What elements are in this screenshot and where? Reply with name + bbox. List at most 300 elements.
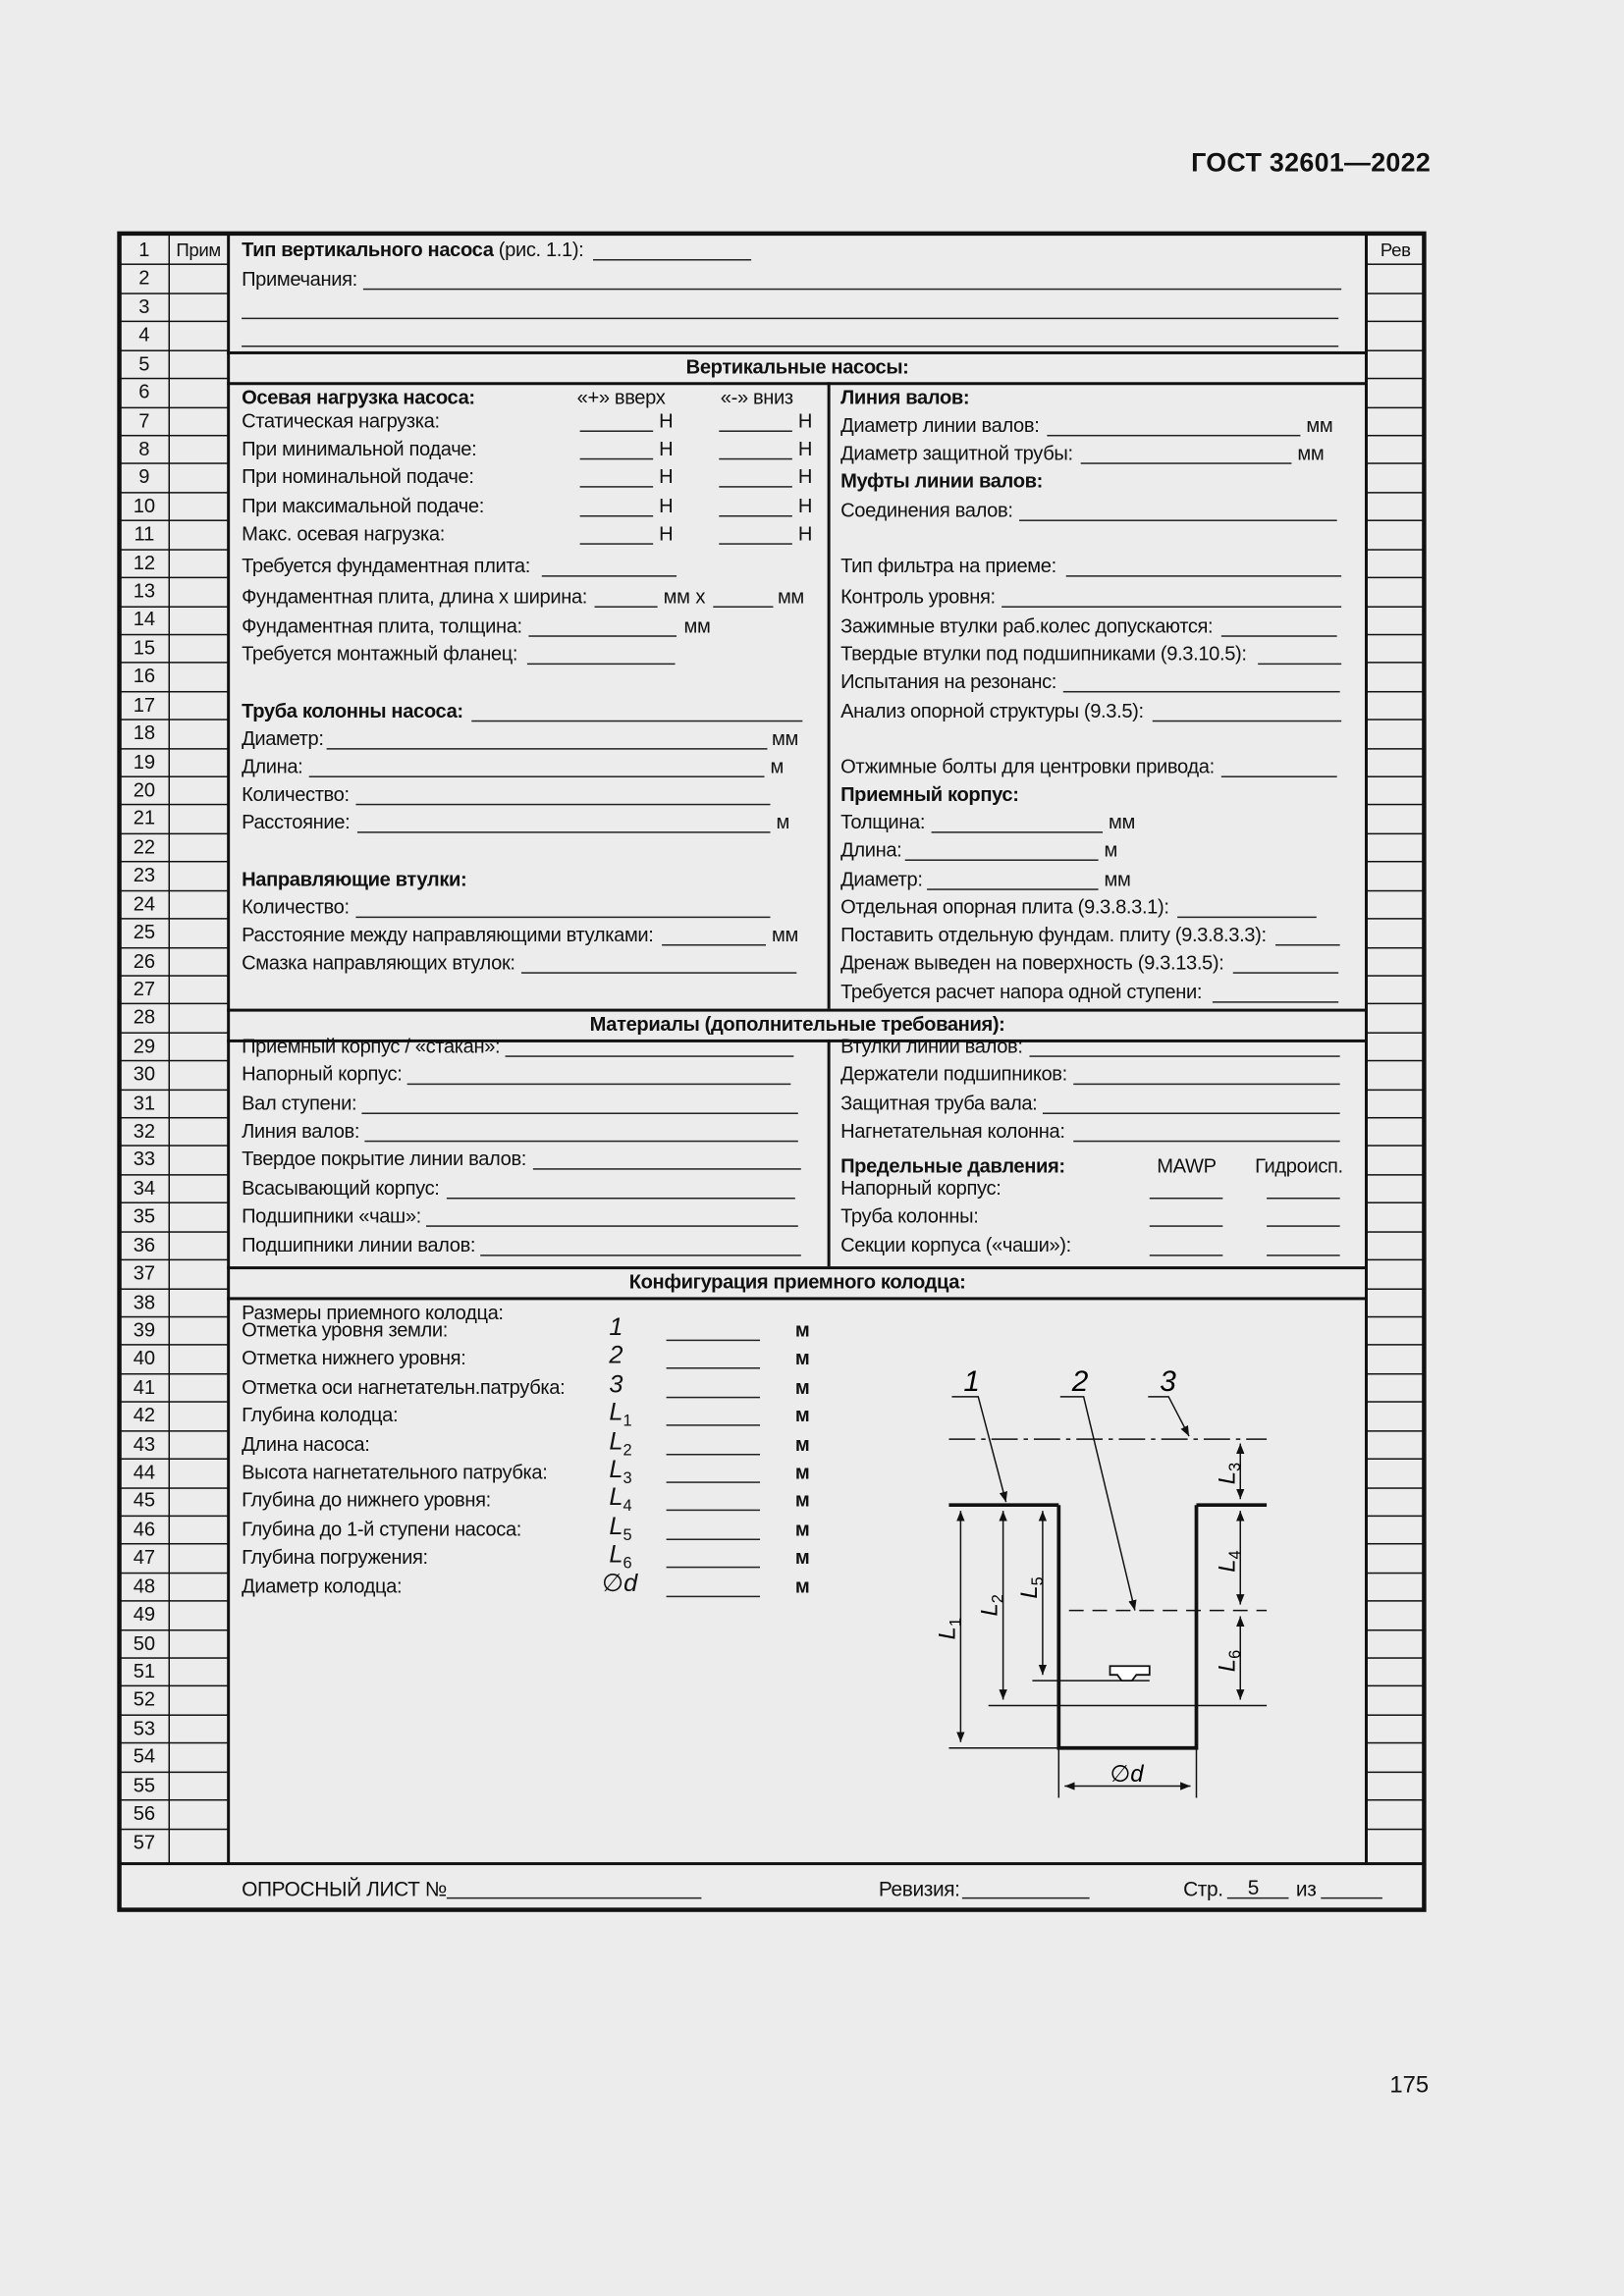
clamp-sleeves-label: Зажимные втулки раб.колес допускаются: bbox=[840, 614, 1214, 637]
l3-label: $L_3$ bbox=[1214, 1462, 1245, 1485]
symbol-main: L bbox=[609, 1483, 623, 1512]
sump-param-symbol bbox=[609, 1313, 623, 1343]
sump-walls bbox=[1058, 1505, 1196, 1748]
unit-mm: мм bbox=[771, 727, 798, 750]
sump-value-field[interactable] bbox=[667, 1567, 760, 1568]
divider bbox=[120, 577, 228, 578]
divider bbox=[1367, 1316, 1424, 1317]
divider bbox=[1367, 1714, 1424, 1715]
shaft-connections-field[interactable] bbox=[1019, 519, 1337, 520]
divider bbox=[120, 946, 228, 947]
axial-up-field[interactable] bbox=[580, 515, 654, 516]
divider bbox=[120, 1657, 228, 1658]
unit-m: м bbox=[794, 1461, 810, 1483]
divider bbox=[1367, 1487, 1424, 1488]
divider bbox=[120, 606, 228, 607]
guide-lube-field[interactable] bbox=[521, 972, 796, 973]
divider bbox=[120, 690, 228, 691]
axial-down-header: «-» вниз bbox=[720, 386, 793, 409]
row-number: 20 bbox=[133, 778, 156, 801]
sump-param-label: Глубина погружения: bbox=[242, 1546, 428, 1569]
material-label: Вал ступени: bbox=[242, 1092, 357, 1114]
row-number: 29 bbox=[133, 1035, 156, 1057]
sump-value-field[interactable] bbox=[667, 1424, 760, 1425]
guide-distance-field[interactable] bbox=[662, 944, 766, 945]
resonance-label: Испытания на резонанс: bbox=[840, 670, 1057, 693]
unit-m: м bbox=[794, 1347, 810, 1370]
divider bbox=[120, 1862, 1425, 1865]
material-label: Защитная труба вала: bbox=[840, 1092, 1038, 1114]
symbol-subscript: 6 bbox=[623, 1555, 632, 1574]
divider bbox=[120, 1459, 228, 1460]
foundation-required-label: Требуется фундаментная плита: bbox=[242, 555, 530, 577]
divider bbox=[1367, 549, 1424, 550]
symbol-main: L bbox=[609, 1540, 623, 1569]
unit-m: м bbox=[776, 811, 789, 833]
row-number: 28 bbox=[133, 1006, 156, 1029]
notes-label: Примечания: bbox=[242, 267, 357, 291]
notes-field-line-3[interactable] bbox=[242, 346, 1338, 347]
guide-quantity-field[interactable] bbox=[355, 917, 770, 918]
inlet-filter-label: Тип фильтра на приеме: bbox=[840, 555, 1056, 577]
jack-bolts-label: Отжимные болты для центровки привода: bbox=[840, 755, 1215, 777]
divider bbox=[1367, 663, 1424, 664]
sump-param-symbol bbox=[609, 1342, 623, 1371]
column-quantity-field[interactable] bbox=[355, 804, 770, 805]
sump-value-field[interactable] bbox=[667, 1397, 760, 1398]
material-label: Приемный корпус / «стакан»: bbox=[242, 1035, 501, 1057]
dimension-lines bbox=[960, 1444, 1240, 1798]
divider bbox=[120, 349, 228, 350]
divider bbox=[120, 293, 228, 294]
symbol-subscript: 2 bbox=[623, 1441, 632, 1460]
divider bbox=[1367, 1543, 1424, 1544]
divider bbox=[1367, 577, 1424, 578]
material-label: Линия валов: bbox=[242, 1119, 360, 1143]
column-distance-label: Расстояние: bbox=[242, 811, 351, 833]
guide-quantity-label: Количество: bbox=[242, 895, 350, 919]
mawp-header: MAWP bbox=[1157, 1154, 1217, 1178]
divider bbox=[1367, 1742, 1424, 1743]
suction-diameter-field[interactable] bbox=[927, 888, 1098, 889]
divider bbox=[1367, 435, 1424, 436]
row-number: 46 bbox=[133, 1518, 156, 1540]
row-number: 21 bbox=[133, 807, 156, 829]
pressure-label: Напорный корпус: bbox=[840, 1176, 1001, 1200]
unit-m: м bbox=[794, 1546, 810, 1569]
sump-value-field[interactable] bbox=[667, 1453, 760, 1454]
row-number: 14 bbox=[133, 608, 156, 630]
divider bbox=[120, 918, 228, 919]
column-length-label: Длина: bbox=[242, 755, 303, 777]
column-length-field[interactable] bbox=[309, 775, 765, 776]
column-diameter-label: Диаметр: bbox=[242, 727, 324, 750]
unit-n: Н bbox=[797, 522, 812, 546]
material-label: Подшипники «чаш»: bbox=[242, 1204, 421, 1228]
divider bbox=[120, 1430, 228, 1431]
divider bbox=[1367, 1685, 1424, 1686]
row-number: 42 bbox=[133, 1404, 156, 1426]
material-field[interactable] bbox=[1043, 1112, 1340, 1113]
axial-down-field[interactable] bbox=[719, 515, 792, 516]
row-number: 18 bbox=[133, 721, 156, 744]
divider bbox=[1367, 946, 1424, 947]
unit-n: Н bbox=[797, 437, 812, 460]
row-number: 50 bbox=[133, 1631, 156, 1654]
divider bbox=[120, 463, 228, 464]
row-number: 47 bbox=[133, 1546, 156, 1569]
drain-field[interactable] bbox=[1233, 972, 1338, 973]
divider bbox=[1367, 264, 1424, 265]
sump-diagram bbox=[908, 1347, 1347, 1815]
divider bbox=[1367, 606, 1424, 607]
unit-n: Н bbox=[659, 522, 674, 546]
callout-1: 1 bbox=[963, 1364, 980, 1398]
row-number: 32 bbox=[133, 1119, 156, 1143]
row-number: 24 bbox=[133, 892, 156, 915]
suction-thickness-field[interactable] bbox=[932, 831, 1103, 832]
drain-label: Дренаж выведен на поверхность (9.3.13.5): bbox=[840, 951, 1224, 974]
foundation-width-field[interactable] bbox=[713, 606, 773, 607]
material-field[interactable] bbox=[364, 1141, 797, 1142]
divider bbox=[1367, 775, 1424, 776]
divider bbox=[1367, 1402, 1424, 1403]
row-number: 38 bbox=[133, 1290, 156, 1313]
divider bbox=[120, 406, 228, 407]
divider bbox=[120, 264, 228, 265]
material-label: Нагнетательная колонна: bbox=[840, 1119, 1065, 1143]
divider bbox=[120, 1600, 228, 1601]
hydro-field[interactable] bbox=[1267, 1226, 1340, 1227]
row-number: 25 bbox=[133, 921, 156, 943]
symbol-main: ∅d bbox=[601, 1569, 638, 1597]
unit-m: м bbox=[794, 1489, 810, 1512]
divider bbox=[120, 1515, 228, 1516]
sump-param-label: Отметка уровня земли: bbox=[242, 1318, 448, 1342]
unit-mm: мм bbox=[1306, 414, 1333, 437]
unit-m: м bbox=[794, 1375, 810, 1399]
guide-lube-label: Смазка направляющих втулок: bbox=[242, 951, 515, 974]
sump-value-field[interactable] bbox=[667, 1595, 760, 1596]
couplings-title: Муфты линии валов: bbox=[840, 469, 1043, 493]
symbol-subscript: 3 bbox=[623, 1469, 632, 1488]
pressure-label: Секции корпуса («чаши»): bbox=[840, 1233, 1071, 1256]
axial-row-label: При номинальной подаче: bbox=[242, 465, 474, 489]
divider bbox=[1367, 690, 1424, 691]
unit-m: м bbox=[794, 1432, 810, 1455]
material-field[interactable] bbox=[533, 1169, 801, 1170]
symbol-main: 1 bbox=[609, 1312, 623, 1342]
row-number: 2 bbox=[138, 267, 150, 290]
row-number: 11 bbox=[134, 522, 155, 546]
guide-distance-label: Расстояние между направляющими втулками: bbox=[242, 924, 654, 946]
sump-value-field[interactable] bbox=[667, 1340, 760, 1341]
divider bbox=[120, 1231, 228, 1232]
symbol-main: L bbox=[609, 1455, 623, 1483]
divider bbox=[1367, 520, 1424, 521]
row-number: 43 bbox=[133, 1432, 156, 1455]
pressure-label: Труба колонны: bbox=[840, 1204, 979, 1228]
divider bbox=[1367, 1032, 1424, 1033]
divider bbox=[120, 1003, 228, 1004]
unit-mm: мм bbox=[771, 924, 798, 946]
divider bbox=[120, 378, 228, 379]
row-number: 8 bbox=[138, 437, 150, 460]
divider bbox=[1367, 832, 1424, 833]
page-label: Стр. bbox=[1183, 1877, 1223, 1900]
sump-value-field[interactable] bbox=[667, 1368, 760, 1369]
row-number: 4 bbox=[138, 323, 150, 347]
inlet-filter-field[interactable] bbox=[1066, 575, 1341, 576]
divider bbox=[1367, 293, 1424, 294]
divider bbox=[828, 382, 831, 1008]
callout-3: 3 bbox=[1160, 1364, 1176, 1398]
symbol-main: 3 bbox=[609, 1369, 623, 1399]
axial-up-field[interactable] bbox=[580, 544, 654, 545]
divider bbox=[1367, 1828, 1424, 1829]
axial-row-label: При минимальной подаче: bbox=[242, 437, 477, 460]
divider bbox=[120, 1345, 228, 1346]
divider bbox=[120, 804, 228, 805]
material-field[interactable] bbox=[506, 1055, 794, 1056]
notes-field-line-1[interactable] bbox=[363, 289, 1341, 290]
divider bbox=[120, 1799, 228, 1800]
row-number: 31 bbox=[133, 1092, 156, 1114]
divider bbox=[1367, 1231, 1424, 1232]
unit-n: Н bbox=[797, 408, 812, 432]
row-number: 15 bbox=[133, 636, 156, 659]
hard-bushings-field[interactable] bbox=[1258, 664, 1341, 665]
axial-row-label: Статическая нагрузка: bbox=[242, 408, 440, 432]
divider bbox=[1367, 804, 1424, 805]
divider bbox=[120, 775, 228, 776]
sump-param-label: Глубина колодца: bbox=[242, 1404, 399, 1426]
clamp-sleeves-field[interactable] bbox=[1221, 635, 1337, 636]
divider bbox=[120, 719, 228, 720]
separate-foundation-field[interactable] bbox=[1275, 944, 1340, 945]
shaft-diameter-field[interactable] bbox=[1047, 435, 1300, 436]
axial-row-label: При максимальной подаче: bbox=[242, 494, 484, 517]
divider bbox=[120, 1572, 228, 1573]
divider bbox=[1367, 1117, 1424, 1118]
row-number: 27 bbox=[133, 978, 156, 1000]
divider bbox=[1367, 634, 1424, 635]
divider bbox=[1367, 1600, 1424, 1601]
material-field[interactable] bbox=[361, 1112, 797, 1113]
divider bbox=[1367, 1146, 1424, 1147]
suction-diameter-label: Диаметр: bbox=[840, 868, 923, 890]
axial-down-field[interactable] bbox=[719, 430, 792, 431]
divider bbox=[120, 1685, 228, 1686]
pump-type-line bbox=[242, 238, 583, 264]
unit-m: м bbox=[794, 1518, 810, 1540]
row-number: 54 bbox=[133, 1745, 156, 1768]
divider bbox=[120, 1828, 228, 1829]
material-field[interactable] bbox=[447, 1198, 795, 1199]
page-number: 175 bbox=[1389, 2072, 1430, 2099]
axial-up-field[interactable] bbox=[580, 487, 654, 488]
sump-param-label: Отметка нижнего уровня: bbox=[242, 1347, 466, 1370]
unit-m: м bbox=[770, 755, 784, 777]
symbol-subscript: 4 bbox=[623, 1498, 632, 1517]
sump-value-field[interactable] bbox=[667, 1510, 760, 1511]
single-stage-label: Требуется расчет напора одной ступени: bbox=[840, 981, 1203, 1003]
foundation-thickness-field[interactable] bbox=[528, 635, 677, 636]
divider bbox=[120, 1316, 228, 1317]
unit-m: м bbox=[794, 1404, 810, 1426]
notes-field-line-2[interactable] bbox=[242, 318, 1338, 319]
divider bbox=[120, 1032, 228, 1033]
row-number: 35 bbox=[133, 1204, 156, 1228]
row-number: 6 bbox=[138, 380, 150, 403]
divider bbox=[120, 1117, 228, 1118]
l5-label: $L_5$ bbox=[1015, 1576, 1047, 1599]
diameter-label: ∅d bbox=[1110, 1761, 1144, 1789]
material-field[interactable] bbox=[426, 1226, 798, 1227]
mount-flange-field[interactable] bbox=[527, 664, 676, 665]
resonance-field[interactable] bbox=[1063, 691, 1340, 692]
divider bbox=[120, 549, 228, 550]
material-field[interactable] bbox=[1073, 1141, 1339, 1142]
unit-mm: мм bbox=[1109, 811, 1135, 833]
row-number: 19 bbox=[133, 750, 156, 773]
row-number: 5 bbox=[138, 351, 150, 375]
divider bbox=[120, 1089, 228, 1090]
divider bbox=[1367, 1060, 1424, 1061]
row-number: 56 bbox=[133, 1802, 156, 1825]
divider bbox=[120, 1402, 228, 1403]
shaft-diameter-label: Диаметр линии валов: bbox=[840, 414, 1040, 437]
divider bbox=[1367, 463, 1424, 464]
row-number: 22 bbox=[133, 835, 156, 858]
divider bbox=[1367, 1003, 1424, 1004]
unit-m: м bbox=[794, 1575, 810, 1597]
total-pages-field[interactable] bbox=[1321, 1897, 1382, 1898]
sump-value-field[interactable] bbox=[667, 1481, 760, 1482]
suction-title: Приемный корпус: bbox=[840, 782, 1019, 806]
pressures-title: Предельные давления: bbox=[840, 1154, 1065, 1178]
divider bbox=[1367, 1459, 1424, 1460]
column-title: Труба колонны насоса: bbox=[242, 699, 463, 722]
divider bbox=[1367, 1345, 1424, 1346]
material-field[interactable] bbox=[1029, 1055, 1339, 1056]
divider bbox=[120, 1487, 228, 1488]
row-number: 39 bbox=[133, 1318, 156, 1342]
unit-m: м bbox=[794, 1318, 810, 1342]
foundation-length-field[interactable] bbox=[595, 606, 658, 607]
unit-mm: мм bbox=[777, 585, 804, 608]
row-number: 13 bbox=[133, 579, 156, 603]
axial-up-field[interactable] bbox=[580, 430, 654, 431]
column-distance-field[interactable] bbox=[357, 831, 771, 832]
hydro-field[interactable] bbox=[1267, 1198, 1340, 1199]
jack-bolts-field[interactable] bbox=[1221, 775, 1337, 776]
sump-param-symbol bbox=[602, 1569, 637, 1598]
axial-down-field[interactable] bbox=[719, 458, 792, 459]
separate-plate-label: Отдельная опорная плита (9.3.8.3.1): bbox=[840, 895, 1169, 919]
sump-param-label: Диаметр колодца: bbox=[242, 1575, 403, 1597]
divider bbox=[1367, 1174, 1424, 1175]
unit-mm: мм bbox=[1297, 442, 1325, 464]
divider bbox=[120, 1174, 228, 1175]
sump-value-field[interactable] bbox=[667, 1538, 760, 1539]
row-number: 37 bbox=[133, 1261, 156, 1285]
mawp-field[interactable] bbox=[1150, 1226, 1223, 1227]
row-number: 17 bbox=[133, 693, 156, 716]
row-number: 40 bbox=[133, 1347, 156, 1370]
single-stage-field[interactable] bbox=[1213, 1001, 1338, 1002]
section-materials: Материалы (дополнительные требования): bbox=[589, 1013, 1005, 1036]
material-field[interactable] bbox=[1073, 1084, 1339, 1085]
level-control-field[interactable] bbox=[1001, 606, 1341, 607]
section-vertical-pumps: Вертикальные насосы: bbox=[685, 355, 909, 378]
divider bbox=[120, 1543, 228, 1544]
suction-length-label: Длина: bbox=[840, 838, 902, 861]
standard-header: ГОСТ 32601—2022 bbox=[1191, 147, 1432, 178]
row-number: 57 bbox=[133, 1831, 156, 1853]
sump-param-label: Глубина до нижнего уровня: bbox=[242, 1489, 491, 1512]
row-number: 48 bbox=[133, 1575, 156, 1597]
sheet-number-field[interactable] bbox=[447, 1897, 702, 1898]
divider bbox=[828, 1040, 831, 1266]
mawp-field[interactable] bbox=[1150, 1198, 1223, 1199]
divider bbox=[120, 748, 228, 749]
divider bbox=[1367, 1259, 1424, 1260]
hard-bushings-label: Твердые втулки под подшипниками (9.3.10.5): bbox=[840, 642, 1247, 666]
row-number: 36 bbox=[133, 1233, 156, 1256]
unit-m: м bbox=[1104, 838, 1118, 861]
l2-label: $L_2$ bbox=[976, 1594, 1007, 1617]
material-label: Держатели подшипников: bbox=[840, 1063, 1067, 1086]
tube-diameter-field[interactable] bbox=[1081, 462, 1292, 463]
row-number: 53 bbox=[133, 1717, 156, 1739]
foundation-required-field[interactable] bbox=[542, 575, 677, 576]
symbol-main: 2 bbox=[609, 1341, 623, 1370]
unit-n: Н bbox=[659, 408, 674, 432]
foundation-size-label: Фундаментная плита, длина x ширина: bbox=[242, 585, 588, 608]
separate-plate-field[interactable] bbox=[1177, 917, 1317, 918]
axial-up-header: «+» вверх bbox=[576, 386, 666, 409]
divider bbox=[1367, 1373, 1424, 1374]
tube-diameter-label: Диаметр защитной трубы: bbox=[840, 442, 1073, 464]
column-diameter-field[interactable] bbox=[327, 748, 768, 749]
axial-down-field[interactable] bbox=[719, 544, 792, 545]
row-number: 52 bbox=[133, 1688, 156, 1711]
page-value: 5 bbox=[1247, 1875, 1259, 1899]
row-number: 26 bbox=[133, 949, 156, 972]
row-number: 3 bbox=[138, 295, 150, 318]
material-label: Подшипники линии валов: bbox=[242, 1233, 476, 1256]
pump-type-field[interactable] bbox=[593, 259, 751, 260]
revision-field[interactable] bbox=[962, 1897, 1090, 1898]
divider bbox=[1367, 492, 1424, 493]
row-number: 49 bbox=[133, 1603, 156, 1626]
axial-down-field[interactable] bbox=[719, 487, 792, 488]
axial-up-field[interactable] bbox=[580, 458, 654, 459]
divider bbox=[1367, 1572, 1424, 1573]
callout-2: 2 bbox=[1071, 1364, 1089, 1398]
divider bbox=[1367, 378, 1424, 379]
sheet-number-label: ОПРОСНЫЙ ЛИСТ № bbox=[242, 1877, 447, 1900]
sump-param-label: Отметка оси нагнетательн.патрубка: bbox=[242, 1375, 566, 1399]
divider bbox=[1367, 406, 1424, 407]
mount-flange-label: Требуется монтажный фланец: bbox=[242, 642, 518, 666]
rev-column-header: Рев bbox=[1380, 240, 1411, 261]
l6-label: $L_6$ bbox=[1214, 1649, 1245, 1673]
material-field[interactable] bbox=[407, 1084, 791, 1085]
separate-foundation-label: Поставить отдельную фундам. плиту (9.3.8.3.3): bbox=[840, 924, 1267, 946]
suction-length-field[interactable] bbox=[905, 859, 1099, 860]
